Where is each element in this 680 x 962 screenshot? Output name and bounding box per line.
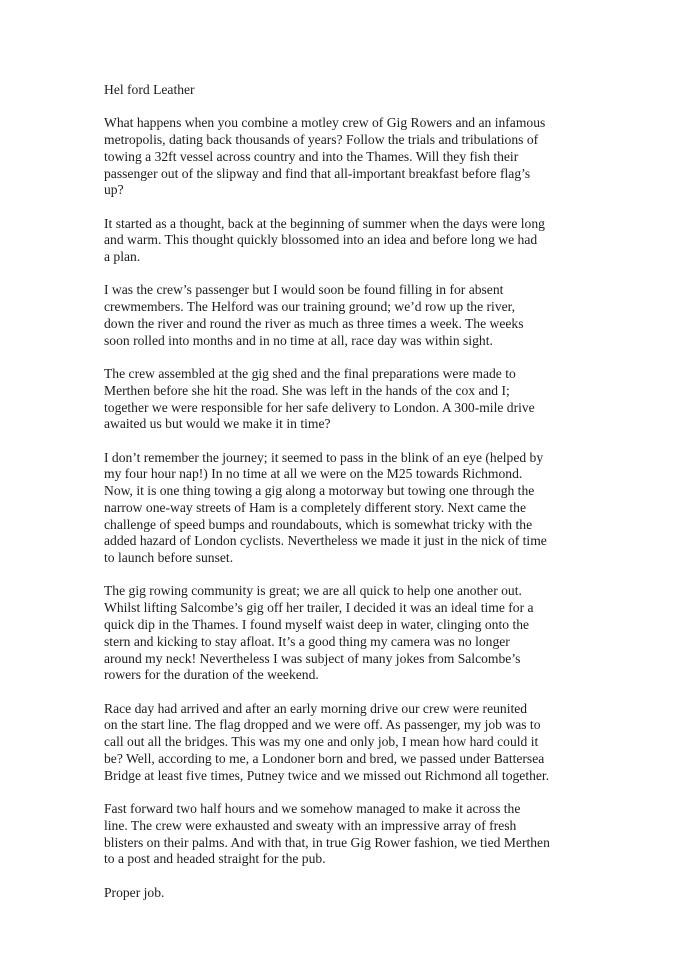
paragraph-line: passenger out of the slipway and find that all-important breakfast before flag’s (104, 165, 531, 181)
paragraph-line: It started as a thought, back at the beginning of summer when the days were long (104, 215, 545, 231)
paragraph-line: towing a 32ft vessel across country and into the Thames. Will they fish their (104, 148, 519, 164)
paragraph-line: Fast forward two half hours and we somehow managed to make it across the (104, 801, 521, 817)
body-paragraph (104, 450, 594, 568)
paragraph-line: down the river and round the river as much as three times a week. The weeks (104, 315, 524, 331)
paragraph-line: Now, it is one thing towing a gig along a motorway but towing one through the (104, 483, 535, 499)
body-paragraph (104, 583, 594, 684)
paragraph-line: Merthen before she hit the road. She was left in the hands of the cox and I; (104, 382, 510, 398)
body-paragraph (104, 216, 594, 266)
paragraph-line: The gig rowing community is great; we are all quick to help one another out. (104, 583, 522, 599)
paragraph-line: crewmembers. The Helford was our training ground; we’d row up the river, (104, 299, 516, 315)
paragraph-line: blisters on their palms. And with that, in true Gig Rower fashion, we tied Merthen (104, 834, 550, 850)
paragraph-line: on the start line. The flag dropped and we were off. As passenger, my job was to (104, 717, 541, 733)
paragraph-line: Proper job. (104, 884, 165, 900)
paragraph-line: I was the crew’s passenger but I would soon be found filling in for absent (104, 282, 504, 298)
body-paragraph (104, 366, 594, 433)
body-paragraph (104, 885, 594, 902)
paragraph-line: Race day had arrived and after an early morning drive our crew were reunited (104, 700, 528, 716)
paragraph-line: What happens when you combine a motley crew of Gig Rowers and an infamous (104, 115, 546, 131)
paragraph-line: to launch before sunset. (104, 550, 234, 566)
paragraph-line: around my neck! Nevertheless I was subject of many jokes from Salcombe’s (104, 650, 521, 666)
document-body (104, 115, 594, 901)
paragraph-line: challenge of speed bumps and roundabouts, which is somewhat tricky with the (104, 516, 533, 532)
paragraph-line: stern and kicking to stay afloat. It’s a good thing my camera was no longer (104, 633, 510, 649)
paragraph-line: call out all the bridges. This was my one and only job, I mean how hard could it (104, 734, 539, 750)
paragraph-line: to a post and headed straight for the pub. (104, 851, 326, 867)
paragraph-line: soon rolled into months and in no time at all, race day was within sight. (104, 332, 493, 348)
paragraph-line: added hazard of London cyclists. Nevertheless we made it just in the nick of time (104, 533, 547, 549)
paragraph-line: Whilst lifting Salcombe’s gig off her trailer, I decided it was an ideal time for a (104, 600, 534, 616)
body-paragraph (104, 701, 594, 785)
paragraph-line: narrow one-way streets of Ham is a completely different story. Next came the (104, 499, 527, 515)
paragraph-line: together we were responsible for her safe delivery to London. A 300-mile drive (104, 399, 535, 415)
paragraph-line: The crew assembled at the gig shed and the final preparations were made to (104, 365, 516, 381)
paragraph-line: rowers for the duration of the weekend. (104, 667, 319, 683)
paragraph-line: my four hour nap!) In no time at all we were on the M25 towards Richmond. (104, 466, 523, 482)
paragraph-line: Bridge at least five times, Putney twice and we missed out Richmond all together. (104, 767, 550, 783)
paragraph-line: I don’t remember the journey; it seemed to pass in the blink of an eye (helped by (104, 449, 544, 465)
paragraph-line: be? Well, according to me, a Londoner born and bred, we passed under Battersea (104, 751, 545, 767)
body-paragraph (104, 115, 594, 199)
document-title: Hel ford Leather (104, 82, 195, 97)
body-paragraph (104, 801, 594, 868)
document-page (104, 82, 594, 918)
paragraph-line: quick dip in the Thames. I found myself waist deep in water, clinging onto the (104, 617, 530, 633)
paragraph-line: and warm. This thought quickly blossomed into an idea and before long we had (104, 232, 538, 248)
paragraph-line: a plan. (104, 249, 141, 265)
paragraph-line: awaited us but would we make it in time? (104, 416, 331, 432)
paragraph-line: line. The crew were exhausted and sweaty with an impressive array of fresh (104, 817, 517, 833)
paragraph-line: up? (104, 182, 124, 198)
paragraph-line: metropolis, dating back thousands of years? Follow the trials and tribulations of (104, 131, 539, 147)
body-paragraph (104, 282, 594, 349)
